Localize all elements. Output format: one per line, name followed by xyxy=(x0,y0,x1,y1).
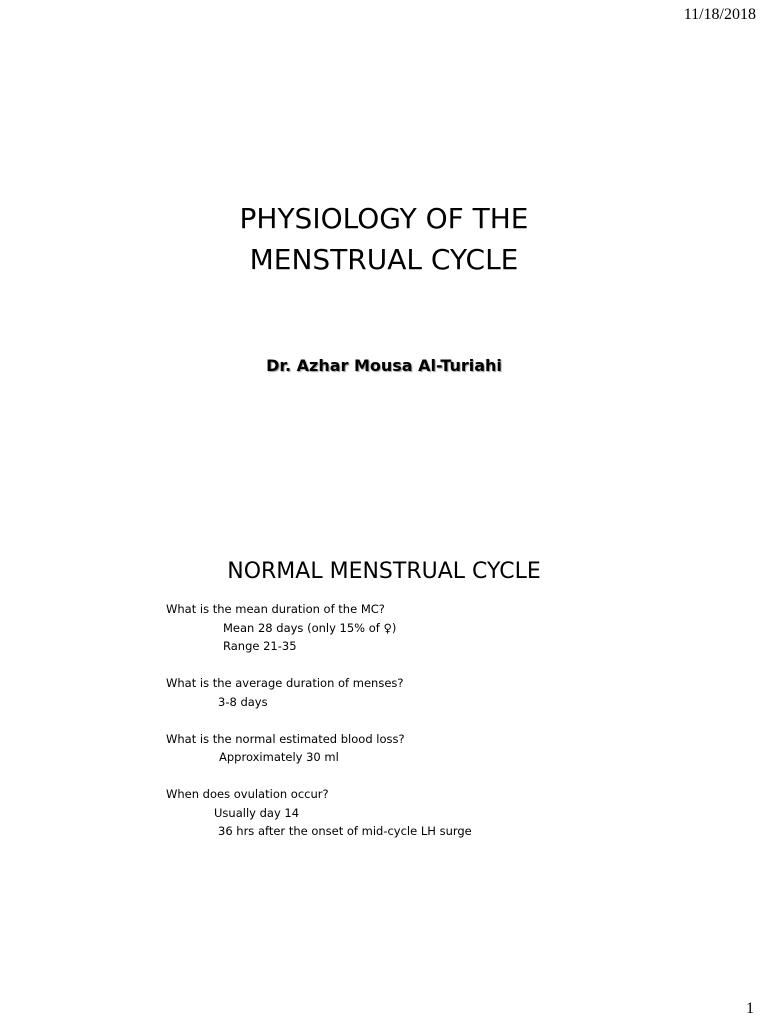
qa-block-ovulation xyxy=(166,785,726,841)
qa-answer: Mean 28 days (only 15% of ♀) xyxy=(223,620,397,635)
page-number: 1 xyxy=(746,1000,754,1017)
qa-answer: Range 21-35 xyxy=(223,639,297,653)
slide1-author: Dr. Azhar Mousa Al-Turiahi xyxy=(266,356,502,375)
slide1-title-line2: MENSTRUAL CYCLE xyxy=(249,243,519,276)
qa-question: What is the normal estimated blood loss? xyxy=(166,731,405,746)
slide2-title: NORMAL MENSTRUAL CYCLE xyxy=(227,559,541,584)
page-date: 11/18/2018 xyxy=(683,6,756,23)
qa-answer: Usually day 14 xyxy=(214,805,300,820)
qa-question: When does ovulation occur? xyxy=(166,787,329,801)
slide1-title-line1: PHYSIOLOGY OF THE xyxy=(239,202,529,235)
qa-answer: 3-8 days xyxy=(218,694,268,709)
qa-block-blood-loss xyxy=(166,730,726,767)
qa-block-duration xyxy=(166,600,726,656)
qa-question: What is the average duration of menses? xyxy=(166,676,404,690)
qa-answer: Approximately 30 ml xyxy=(219,750,339,764)
qa-block-menses xyxy=(166,674,726,711)
qa-list xyxy=(166,600,726,859)
qa-question: What is the mean duration of the MC? xyxy=(166,602,385,616)
qa-answer: 36 hrs after the onset of mid-cycle LH surge xyxy=(218,824,472,838)
slide1-title xyxy=(0,198,768,280)
